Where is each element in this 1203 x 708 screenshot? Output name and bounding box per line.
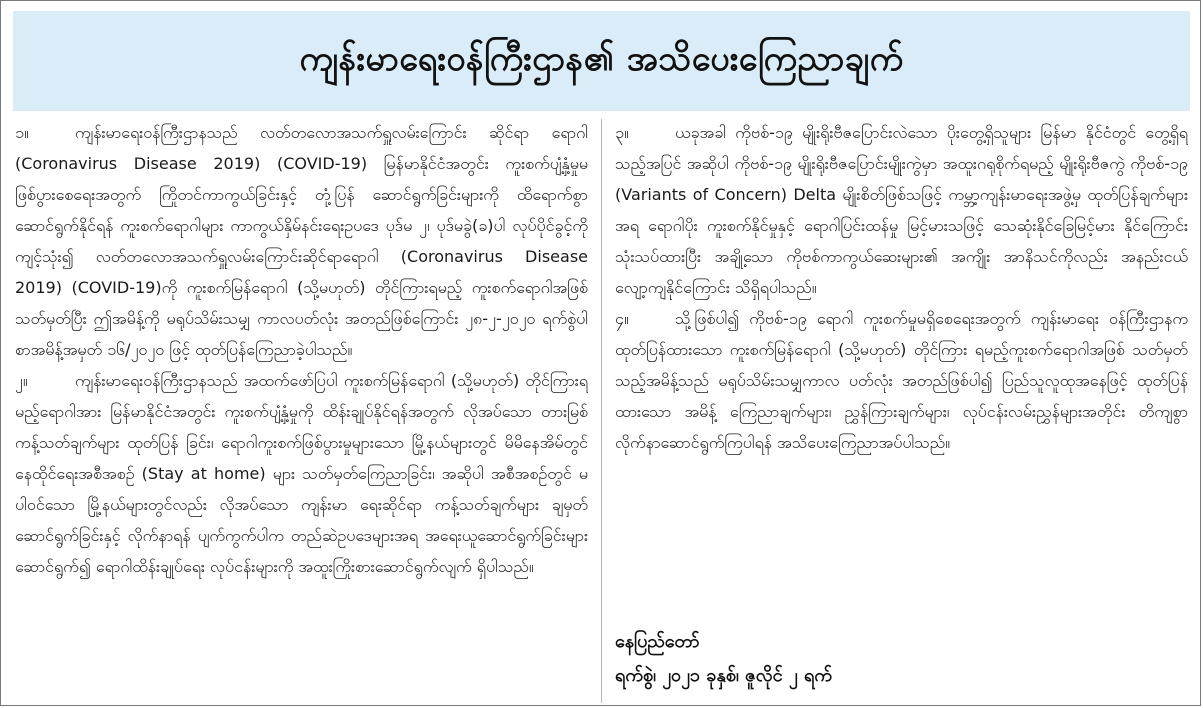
paragraph-number: ၂။ [15,371,28,390]
column-divider [601,119,602,703]
signature-block [615,625,1188,693]
title-banner [13,11,1190,111]
paragraph-number: ၁။ [15,123,29,142]
paragraph-1 [15,117,588,365]
right-column [615,117,1188,705]
paragraph-3 [615,117,1188,303]
paragraph-4 [615,303,1188,458]
paragraph-text: ကျန်းမာရေးဝန်ကြီးဌာနသည် အထက်ဖော်ပြပါ ကူးစက်မြန်ရောဂါ (သို့မဟုတ်) တိုင်ကြားရမည့်ရောဂါအား မြန်မာနိုင်ငံအတွင်း ကူးစက်ပျံ့နှံ့မှုကို ထိန်းချုပ်နိုင်ရန်အတွက် လိုအပ်သော တားမြစ် ကန့်သတ်ချက်များ ထုတ်ပြန် ခြင်း၊ ရောဂါကူးစက်ဖြစ်ပွားမှုများသော မြို့နယ်များတွင် မိမိနေအိမ်တွင် နေထိုင်ရေးအစီအစဉ် (Stay at home) များ သတ်မှတ်ကြေညာခြင်း၊ အဆိုပါ အစီအစဉ်တွင် မပါဝင်သော မြို့နယ်များတွင်လည်း လိုအပ်သော ကျန်းမာ ရေးဆိုင်ရာ ကန့်သတ်ချက်များ ချမှတ်ဆောင်ရွက်ခြင်းနှင့် လိုက်နာရန် ပျက်ကွက်ပါက တည်ဆဲဥပဒေများအရ အရေးယူဆောင်ရွက်ခြင်းများ ဆောင်ရွက်၍ ရောဂါထိန်းချုပ်ရေး လုပ်ငန်းများကို အထူးကြိုးစားဆောင်ရွက်လျက် ရှိပါသည်။ [15,371,588,576]
issue-place: နေပြည်တော် [615,631,700,652]
paragraph-number: ၃။ [615,123,629,142]
issue-date: ရက်စွဲ၊ ၂၀၂၁ ခုနှစ်၊ ဇူလိုင် ၂ ရက် [615,665,832,686]
paragraph-2 [15,365,588,582]
paragraph-text: ကျန်းမာရေးဝန်ကြီးဌာနသည် လတ်တလောအသက်ရှူလမ်းကြောင်း ဆိုင်ရာ ရောဂါ (Coronavirus Disease 2019) (COVID-19) မြန်မာနိုင်ငံအတွင်း ကူးစက်ပျံ့နှံ့မှုမဖြစ်ပွားစေရေးအတွက် ကြိုတင်ကာကွယ်ခြင်းနှင့် တုံ့ပြန် ဆောင်ရွက်ခြင်းများကို ထိရောက်စွာ ဆောင်ရွက်နိုင်ရန် ကူးစက်ရောဂါများ ကာကွယ်နှိမ်နင်းရေးဥပဒေ ပုဒ်မ ၂၊ ပုဒ်မခွဲ(ခ)ပါ လုပ်ပိုင်ခွင့်ကို ကျင့်သုံး၍ လတ်တလောအသက်ရှူလမ်းကြောင်းဆိုင်ရာရောဂါ (Coronavirus Disease 2019) (COVID-19)ကို ကူးစက်မြန်ရောဂါ (သို့မဟုတ်) တိုင်ကြားရမည့် ကူးစက်ရောဂါအဖြစ် သတ်မှတ်ပြီး ဤအမိန့်ကို မရုပ်သိမ်းသမျှ ကာလပတ်လုံး အတည်ဖြစ်ကြောင်း ၂၈-၂-၂၀၂၀ ရက်စွဲပါစာအမိန့်အမှတ် ၁၆/၂၀၂၀ ဖြင့် ထုတ်ပြန်ကြေညာခဲ့ပါသည်။ [15,123,588,359]
paragraph-text: ယခုအခါ ကိုဗစ်-၁၉ မျိုးရိုးဗီဇပြောင်းလဲသော ပိုးတွေ့ရှိသူများ မြန်မာ နိုင်ငံတွင် တွေ့ရှိရသည့်အပြင် အဆိုပါ ကိုဗစ်-၁၉ မျိုးရိုးဗီဇပြောင်းမျိုးကွဲမှာ အထူးဂရုစိုက်ရမည့် မျိုးရိုးဗီဇကွဲ ကိုဗစ်-၁၉ (Variants of Concern) Delta မျိုးစိတ်ဖြစ်သဖြင့် ကမ္ဘာ့ကျန်းမာရေးအဖွဲ့မှ ထုတ်ပြန်ချက်များအရ ရောဂါပိုး ကူးစက်နိုင်မှုနှင့် ရောဂါပြင်းထန်မှု မြင့်မားသဖြင့် သေဆုံးနိုင်ခြေမြင့်မား နိုင်ကြောင်း သုံးသပ်ထားပြီး အချို့သော ကိုဗစ်ကာကွယ်ဆေးများ၏ အကျိုး အာနိသင်ကိုလည်း အနည်းငယ်လျော့ကျနိုင်ကြောင်း သိရှိရပါသည်။ [615,123,1188,297]
announcement-title: ကျန်းမာရေးဝန်ကြီးဌာန၏ အသိပေးကြေညာချက် [299,38,904,79]
left-column [15,117,588,705]
paragraph-text: သို့ဖြစ်ပါ၍ ကိုဗစ်-၁၉ ရောဂါ ကူးစက်မှုမရှိစေရေးအတွက် ကျန်းမာရေး ဝန်ကြီးဌာနက ထုတ်ပြန်ထားသော ကူးစက်မြန်ရောဂါ (သို့မဟုတ်) တိုင်ကြား ရမည့်ကူးစက်ရောဂါအဖြစ် သတ်မှတ်သည့်အမိန့်သည် မရုပ်သိမ်းသမျှကာလ ပတ်လုံး အတည်ဖြစ်ပါ၍ ပြည်သူလူထုအနေဖြင့် ထုတ်ပြန်ထားသော အမိန့် ကြေညာချက်များ၊ ညွှန်ကြားချက်များ၊ လုပ်ငန်းလမ်းညွှန်များအတိုင်း တိကျစွာ လိုက်နာဆောင်ရွက်ကြပါရန် အသိပေးကြေညာအပ်ပါသည်။ [615,309,1188,452]
paragraph-number: ၄။ [615,309,629,328]
